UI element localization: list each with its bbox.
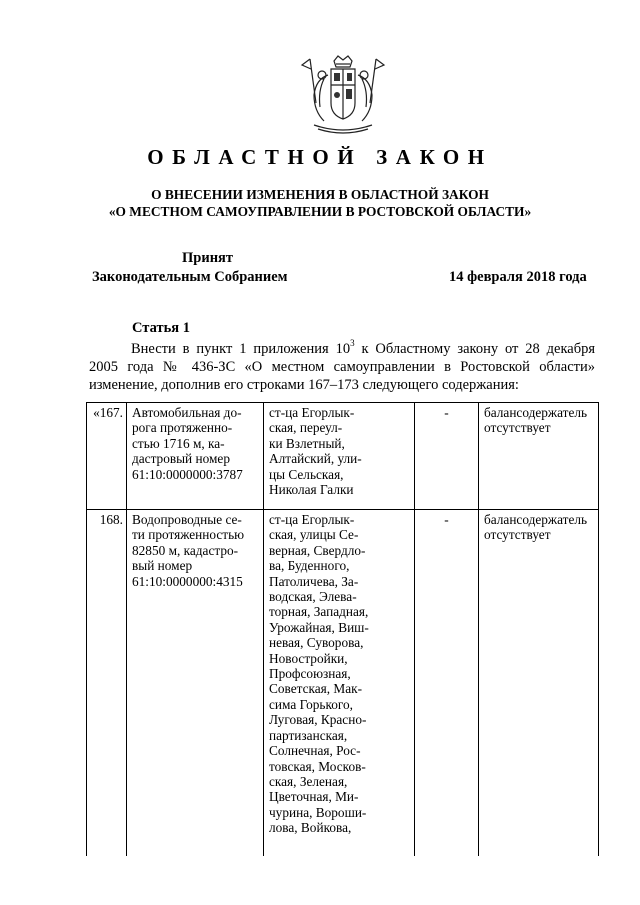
adoption-date: 14 февраля 2018 года <box>449 269 587 285</box>
object-address-line: Алтайский, ули- <box>269 451 362 467</box>
object-address-line: Николая Галки <box>269 482 354 498</box>
object-address-line: лова, Войкова, <box>269 820 352 836</box>
object-address-line: ская, переул- <box>269 420 343 436</box>
object-note: балансодержатель отсутствует <box>479 403 599 510</box>
object-description-line: 61:10:0000000:3787 <box>132 466 243 482</box>
object-address-line: ки Взлетный, <box>269 435 345 451</box>
object-address-line: Урожайная, Виш- <box>269 619 369 635</box>
object-address-line: ст-ца Егорлык- <box>269 512 355 527</box>
object-address-line: партизанская, <box>269 727 348 743</box>
table-row <box>87 403 599 510</box>
article-text <box>89 338 595 394</box>
object-address-line: сима Горького, <box>269 696 353 712</box>
object-description <box>127 510 264 857</box>
object-address-line: цы Сельская, <box>269 466 344 482</box>
object-address-line: Солнечная, Рос- <box>269 743 361 759</box>
article-text-line: Внести в пункт 1 приложения $10^3$ к Областному закону от 28 декабря <box>131 338 595 357</box>
object-address-line: ская, Зеленая, <box>269 773 348 789</box>
adopted-label: Принят <box>182 250 234 266</box>
article-heading: Статья 1 <box>132 320 190 336</box>
object-address-line: Патоличева, За- <box>269 573 359 589</box>
object-value: - <box>415 403 479 510</box>
object-address-line: товская, Москов- <box>269 758 366 774</box>
object-description-line: дастровый номер <box>132 451 230 467</box>
object-address-line: верная, Свердло- <box>269 542 366 558</box>
object-description-line: Водопроводные се- <box>132 512 242 527</box>
object-description-line: 82850 м, кадастро- <box>132 542 239 558</box>
object-address <box>264 510 415 857</box>
object-address-line: торная, Западная, <box>269 604 369 620</box>
object-value: - <box>415 510 479 857</box>
object-description-line: рога протяженно- <box>132 420 233 436</box>
registry-table <box>86 402 599 856</box>
object-description <box>127 403 264 510</box>
object-address-line: Новостройки, <box>269 650 348 666</box>
object-description-line: вый номер <box>132 558 193 574</box>
article-text-line: 2005 года № 436-ЗС «О местном самоуправлении в Ростовской области» <box>89 358 595 375</box>
adopted-by: Законодательным Собранием <box>92 269 288 285</box>
law-title: ОБЛАСТНОЙ ЗАКОН <box>147 145 493 169</box>
subtitle-line: «О МЕСТНОМ САМОУПРАВЛЕНИИ В РОСТОВСКОЙ ОБЛАСТИ» <box>108 204 532 219</box>
subtitle-line: О ВНЕСЕНИИ ИЗМЕНЕНИЯ В ОБЛАСТНОЙ ЗАКОН <box>151 187 489 202</box>
article-text-line: изменение, дополнив его строками 167–173 следующего содержания: <box>89 376 519 393</box>
object-address-line: ст-ца Егорлык- <box>269 405 355 420</box>
object-address-line: ская, улицы Се- <box>269 527 359 543</box>
rostov-oblast-coat-of-arms-icon <box>300 55 386 137</box>
object-description-line: Автомобильная до- <box>132 405 242 420</box>
object-description-line: 61:10:0000000:4315 <box>132 573 243 589</box>
object-description-line: стью 1716 м, ка- <box>132 435 225 451</box>
registry-table-body <box>87 403 599 857</box>
object-address-line: Профсоюзная, <box>269 666 351 682</box>
row-number: 168. <box>87 510 127 857</box>
object-address-line: невая, Суворова, <box>269 635 364 651</box>
object-address-line: Цветочная, Ми- <box>269 789 359 805</box>
object-note: балансодержатель отсутствует <box>479 510 599 857</box>
object-description-line: ти протяженностью <box>132 527 245 543</box>
object-address-line: Луговая, Красно- <box>269 712 367 728</box>
object-address-line: водская, Элева- <box>269 589 357 605</box>
object-address-line: ва, Буденного, <box>269 558 350 574</box>
object-address <box>264 403 415 510</box>
object-address-line: Советская, Мак- <box>269 681 363 697</box>
object-address-line: чурина, Вороши- <box>269 804 367 820</box>
row-number: «167. <box>87 403 127 510</box>
law-subtitle <box>0 186 640 220</box>
table-row <box>87 510 599 857</box>
